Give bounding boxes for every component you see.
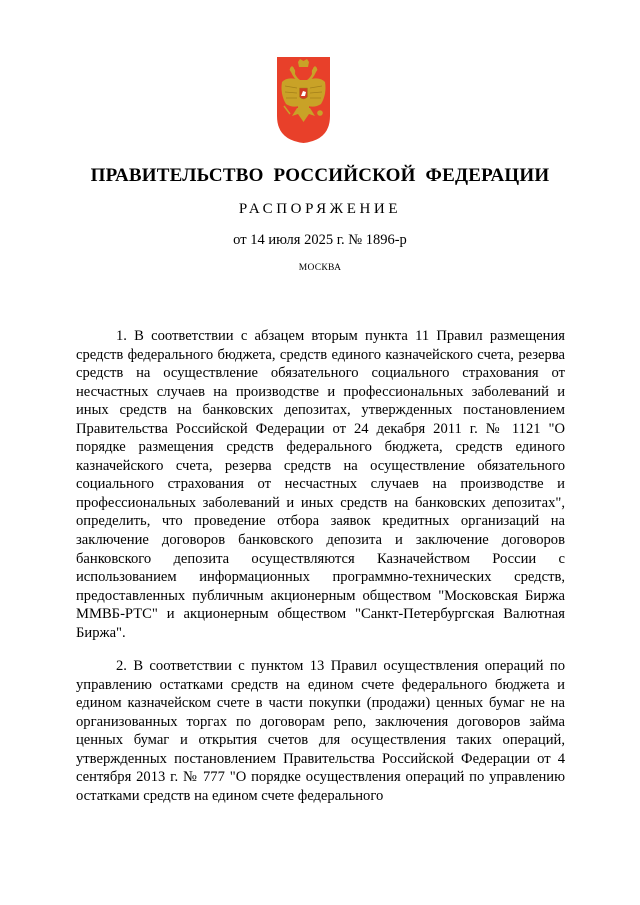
government-title: ПРАВИТЕЛЬСТВО РОССИЙСКОЙ ФЕДЕРАЦИИ — [90, 165, 550, 186]
russian-coat-of-arms-icon — [276, 56, 331, 144]
document-date-number: от 14 июля 2025 г. № 1896-р — [233, 232, 407, 248]
paragraph-2: 2. В соответствии с пунктом 13 Правил осуществления операций по управлению остатками средств на едином счете федерального бюджета и едином казначейском счете в части покупки (продажи) ценных бумаг не на организованных торгах по договорам репо, заключения договоров займа ценных бумаг и открытия счетов для осуществления таких операций, утвержденных постановлением Правительства Российской Федерации от 4 сентября 2013 г. № 777 "О порядке осуществления операций по управлению остатками средств на едином счете федерального — [76, 658, 565, 804]
coat-of-arms-emblem — [276, 56, 331, 144]
document-type: РАСПОРЯЖЕНИЕ — [238, 201, 402, 217]
paragraph-1: 1. В соответствии с абзацем вторым пункта 11 Правил размещения средств федерального бюджета, средств единого казначейского счета, резерва средств на осуществление обязательного социального страхования от несчастных случаев на производстве и профессиональных заболеваний и иных средств на банковских депозитах, утвержденных постановлением Правительства Российской Федерации от 24 декабря 2011 г. № 1121 "О порядке размещения средств федерального бюджета, средств единого казначейского счета, резерва средств на осуществление обязательного социального страхования от несчастных случаев на производстве и профессиональных заболеваний и иных средств на банковских депозитах", определить, что проведение отбора заявок кредитных организаций на заключение договоров банковского депозита и заключение договоров банковского депозита осуществляются Казначейством России с использованием информационных программно-технических средств, предоставленных публичным акционерным обществом "Московская Биржа ММВБ-РТС" и акционерным обществом "Санкт-Петербургская Валютная Биржа". — [76, 328, 565, 641]
document-city: МОСКВА — [298, 263, 342, 273]
